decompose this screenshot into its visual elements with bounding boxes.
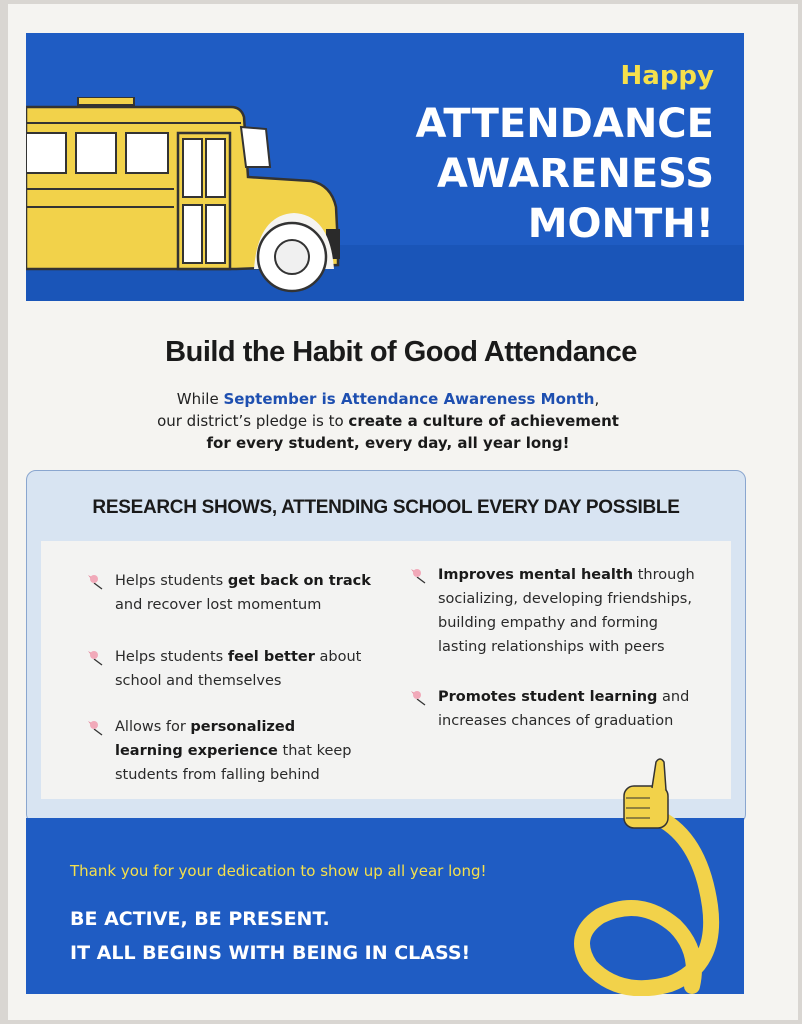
item-bold: get back on track	[227, 573, 371, 589]
thank-you-message: Thank you for your dedication to show up all year long!	[70, 862, 487, 880]
research-item-2	[115, 645, 385, 693]
happy-label: Happy	[620, 61, 714, 91]
item-bold: Improves mental health	[438, 567, 634, 583]
intro-paragraph	[0, 388, 776, 454]
research-item-3	[115, 715, 355, 787]
pushpin-icon	[408, 688, 428, 708]
intro-text-b: our district’s pledge is to	[157, 412, 349, 430]
page-headline	[416, 99, 714, 249]
item-text: through socializing, developing friendships, building empathy and forming lasting relationships with peers	[438, 567, 695, 655]
intro-title: Build the Habit of Good Attendance	[165, 336, 637, 368]
pushpin-icon	[85, 572, 105, 592]
item-text: and recover lost momentum	[115, 597, 322, 613]
pushpin-icon	[85, 648, 105, 668]
research-item-5	[438, 685, 708, 733]
item-text: Helps students	[115, 649, 228, 665]
item-text: Helps students	[115, 573, 228, 589]
item-bold: feel better	[227, 649, 315, 665]
research-item-4	[438, 563, 708, 659]
intro-comma: ,	[594, 390, 600, 408]
item-bold: Promotes student learning	[438, 689, 658, 705]
item-text: and increases chances of graduation	[438, 689, 690, 729]
header-banner	[26, 33, 744, 301]
pushpin-icon	[85, 718, 105, 738]
intro-line-3	[0, 432, 776, 454]
intro-line-2	[0, 410, 776, 432]
item-text: Allows for	[115, 719, 191, 735]
slogan-line-1: BE ACTIVE, BE PRESENT.	[70, 908, 330, 930]
headline-line-3: MONTH!	[527, 201, 714, 247]
headline-line-2: AWARENESS	[436, 151, 714, 197]
thumbs-up-icon	[560, 756, 750, 996]
intro-line-1	[0, 388, 776, 410]
item-text: about school and themselves	[115, 649, 362, 689]
intro-highlight: September is Attendance Awareness Month	[223, 390, 595, 408]
slogan-line-2: IT ALL BEGINS WITH BEING IN CLASS!	[70, 942, 471, 964]
pushpin-icon	[408, 566, 428, 586]
intro-bold-c: for every student, every day, all year long!	[206, 434, 570, 452]
item-text: that keep students from falling behind	[115, 743, 352, 783]
intro-text-a: While	[176, 390, 224, 408]
research-item-1	[115, 569, 385, 617]
school-bus-illustration	[26, 97, 356, 297]
research-title: RESEARCH SHOWS, ATTENDING SCHOOL EVERY DAY POSSIBLE	[92, 497, 680, 518]
intro-bold-b: create a culture of achievement	[348, 412, 619, 430]
slogan	[70, 902, 470, 970]
headline-line-1: ATTENDANCE	[415, 101, 714, 147]
item-bold: personalized learning experience	[115, 719, 296, 759]
